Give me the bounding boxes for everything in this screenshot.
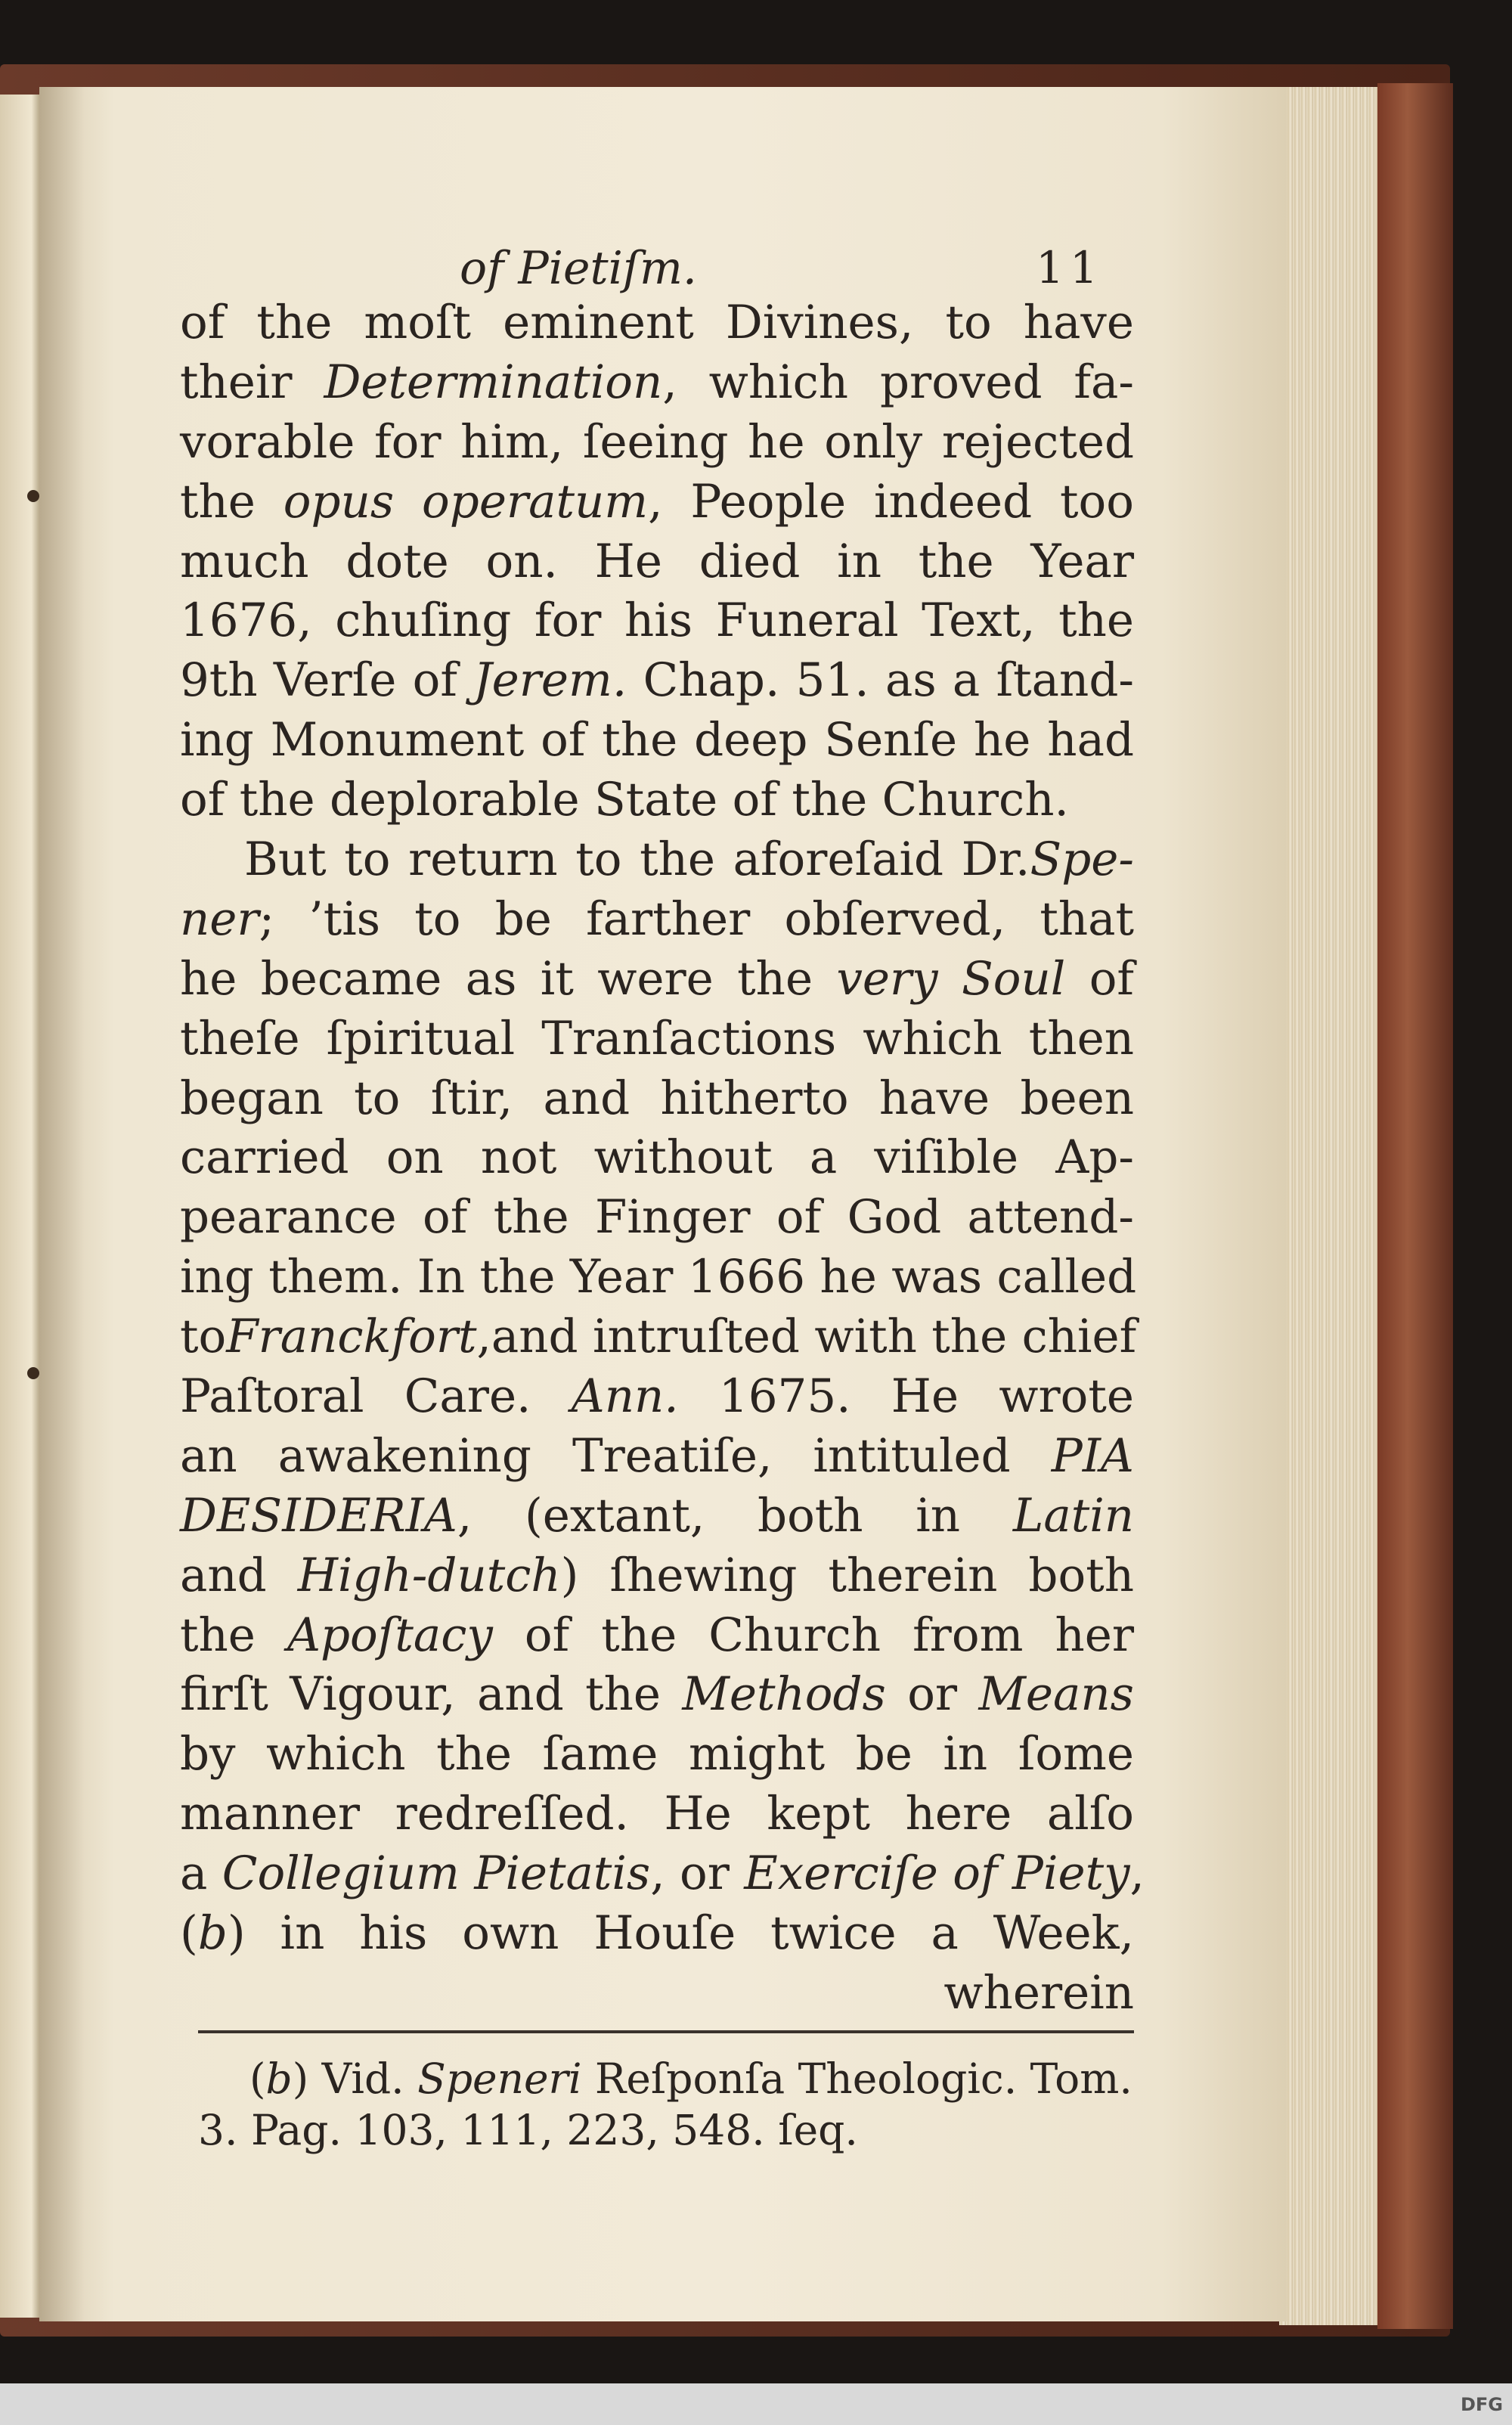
text-run: ; ’tis to be farther obſerved, that	[259, 892, 1134, 946]
catchword: wherein	[943, 1965, 1134, 2020]
text-line	[180, 1427, 1134, 1487]
text-run: 9th Verſe of	[180, 653, 474, 708]
italic-run: Determination	[324, 355, 663, 409]
text-run: Chap. 51. as a ſtand-	[627, 653, 1134, 708]
italic-run: b	[265, 2054, 293, 2103]
text-line	[180, 1248, 1137, 1307]
text-run: 1676, chuſing for his Funeral Text, the	[180, 594, 1134, 648]
text-line	[180, 711, 1134, 771]
running-head	[180, 242, 1134, 295]
text-line	[180, 830, 1134, 890]
text-line	[180, 293, 1134, 353]
text-line	[180, 1665, 1134, 1725]
text-line	[180, 1188, 1134, 1248]
text-run: ing Monument of the deep Senſe he had	[180, 713, 1134, 768]
text-run: and	[180, 1548, 298, 1602]
text-run: by which the ſame might be in ſome	[180, 1727, 1134, 1782]
text-run: But to return to the aforeſaid Dr.	[244, 833, 1030, 887]
text-run: he became as it were the	[180, 951, 837, 1006]
footnote	[198, 2053, 1143, 2156]
footnote-rule	[198, 2030, 1134, 2033]
text-line	[180, 353, 1134, 413]
text-run: of the moſt eminent Divines, to have	[180, 296, 1134, 349]
text-run: vorable for him, ſeeing he only rejected	[180, 414, 1134, 469]
body-text	[180, 293, 1145, 2023]
text-run: ,and intruſted with the chief	[476, 1310, 1137, 1364]
text-run: , (extant, both in	[457, 1488, 1013, 1543]
text-run: , People indeed too	[648, 474, 1134, 529]
text-line	[180, 1844, 1145, 1904]
text-run: (	[249, 2054, 266, 2103]
text-run: ing them. In the Year 1666 he was called	[180, 1250, 1137, 1304]
text-run: 3. Pag. 103, 111, 223, 548. ſeq.	[198, 2106, 858, 2154]
text-line	[180, 532, 1134, 592]
text-run: the	[180, 1608, 287, 1662]
italic-run: Methods	[682, 1667, 886, 1722]
italic-run: High-dutch	[297, 1548, 561, 1602]
text-line	[180, 1785, 1134, 1844]
text-run: ) Vid.	[292, 2054, 418, 2103]
binding-hole-mark	[27, 1367, 39, 1379]
text-run: pearance of the Finger of God attend-	[180, 1190, 1134, 1245]
text-run: of the deplorable State of the Church.	[180, 773, 1069, 827]
text-line	[180, 1069, 1134, 1129]
text-run: a	[180, 1847, 222, 1901]
text-run: 1675. He wrote	[678, 1369, 1134, 1424]
text-run: ) in his own Houſe twice a Week,	[227, 1906, 1134, 1961]
text-run: (	[180, 1906, 198, 1961]
text-run: manner redreſſed. He kept here alſo	[180, 1787, 1134, 1841]
italic-run: opus operatum	[283, 474, 649, 529]
text-line	[180, 1128, 1134, 1188]
text-run: an awakening Treatiſe, intituled	[180, 1428, 1052, 1483]
text-run: ,	[1129, 1847, 1145, 1901]
book-binding-edge	[1377, 83, 1453, 2329]
italic-run: Ann.	[571, 1369, 679, 1424]
text-run: carried on not without a viſible Ap-	[180, 1130, 1134, 1185]
italic-run: b	[197, 1906, 228, 1961]
text-line	[180, 1307, 1137, 1367]
italic-run: Speneri	[417, 2054, 582, 2103]
italic-run: DESIDERIA	[180, 1488, 457, 1543]
italic-run: Spe-	[1030, 833, 1134, 887]
viewer-footer-bar	[0, 2383, 1512, 2425]
text-run: of the Church from her	[492, 1608, 1135, 1662]
text-run: Reſponſa Theologic. Tom.	[581, 2054, 1132, 2103]
italic-run: Franckfort	[226, 1310, 477, 1364]
italic-run: Apoſtacy	[287, 1608, 493, 1662]
italic-run: Latin	[1012, 1488, 1134, 1543]
text-line	[180, 1487, 1134, 1546]
italic-run: Jerem.	[473, 653, 627, 708]
text-run: began to ſtir, and hitherto have been	[180, 1071, 1134, 1125]
text-line	[180, 1904, 1134, 1964]
text-run: the	[180, 474, 284, 529]
italic-run: PIA	[1051, 1428, 1134, 1483]
italic-run: Collegium Pietatis	[222, 1847, 651, 1901]
text-line	[180, 771, 1134, 830]
text-line	[180, 591, 1134, 651]
text-run: Paſtoral Care.	[180, 1369, 572, 1424]
facing-page-edge	[0, 95, 39, 2318]
italic-run: Exerciſe of Piety	[744, 1847, 1130, 1901]
text-run: theſe ſpiritual Tranſactions which then	[180, 1011, 1134, 1065]
text-line	[180, 1009, 1134, 1069]
text-run: of	[1065, 951, 1134, 1006]
text-run: much dote on. He died in the Year	[180, 534, 1134, 588]
gutter-shadow	[39, 87, 85, 2321]
italic-run: ner	[180, 892, 259, 946]
text-line	[180, 1606, 1134, 1666]
binding-hole-mark	[27, 490, 39, 502]
text-line	[180, 950, 1134, 1009]
text-run: ) ſhewing therein both	[560, 1548, 1134, 1602]
text-run: , or	[650, 1847, 745, 1901]
page-fore-edge	[1279, 87, 1377, 2325]
text-run: firſt Vigour, and the	[180, 1667, 683, 1722]
italic-run: very Soul	[836, 951, 1066, 1006]
text-run: or	[885, 1667, 979, 1722]
text-line	[180, 413, 1134, 473]
running-head-title: of Pietiſm.	[460, 242, 697, 295]
text-line	[180, 651, 1134, 711]
text-line	[180, 1725, 1134, 1785]
footnote-line	[198, 2053, 1143, 2104]
text-run: their	[180, 355, 324, 409]
page-number: 11	[1036, 242, 1104, 293]
italic-run: Means	[978, 1667, 1134, 1722]
text-run: , which proved fa-	[662, 355, 1134, 409]
text-run: to	[180, 1310, 227, 1364]
text-line	[180, 473, 1134, 532]
text-line	[180, 890, 1134, 950]
dfg-watermark: DFG	[1460, 2394, 1503, 2415]
text-line	[180, 1546, 1134, 1606]
text-line	[180, 1367, 1134, 1427]
footnote-line	[198, 2104, 1143, 2156]
